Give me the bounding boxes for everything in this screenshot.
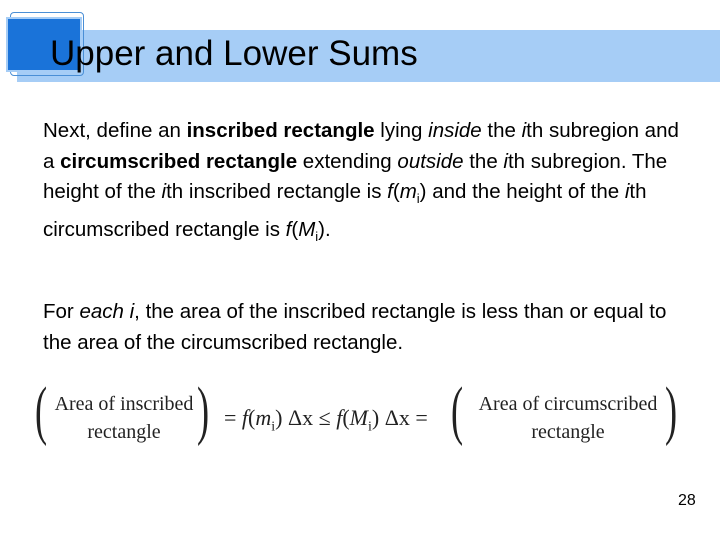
right-paren: ) [196,374,210,447]
inscribed-area-line2: rectangle [87,421,161,443]
inscribed-area-line1: Area of inscribed [54,393,194,415]
slide-title: Upper and Lower Sums [50,34,418,73]
paragraph-definition: Next, define an inscribed rectangle lying inside the ith subregion and a circumscribed rectangle extending outside the ith subregion. The height of the ith inscribed rectangle is $f(m_i)$ and the height of the ith circumscribed rectangle is $f(M_i)$. [43,119,679,244]
circumscribed-area-line1: Area of circumscribed [478,393,658,415]
formula-middle: = $f(m_i) \Delta x \le f(M_i) \Delta x$ = [224,405,428,435]
page-number: 28 [678,492,696,509]
circumscribed-area-line2: rectangle [531,421,605,443]
inscribed-area-label [44,390,204,446]
left-paren: ( [34,374,48,447]
circumscribed-area-label [464,390,672,446]
paragraph-comparison: For each i, the area of the inscribed rectangle is less than or equal to the area of the circumscribed rectangle. [43,300,667,354]
left-paren-2: ( [450,374,464,447]
right-paren-2: ) [664,374,678,447]
